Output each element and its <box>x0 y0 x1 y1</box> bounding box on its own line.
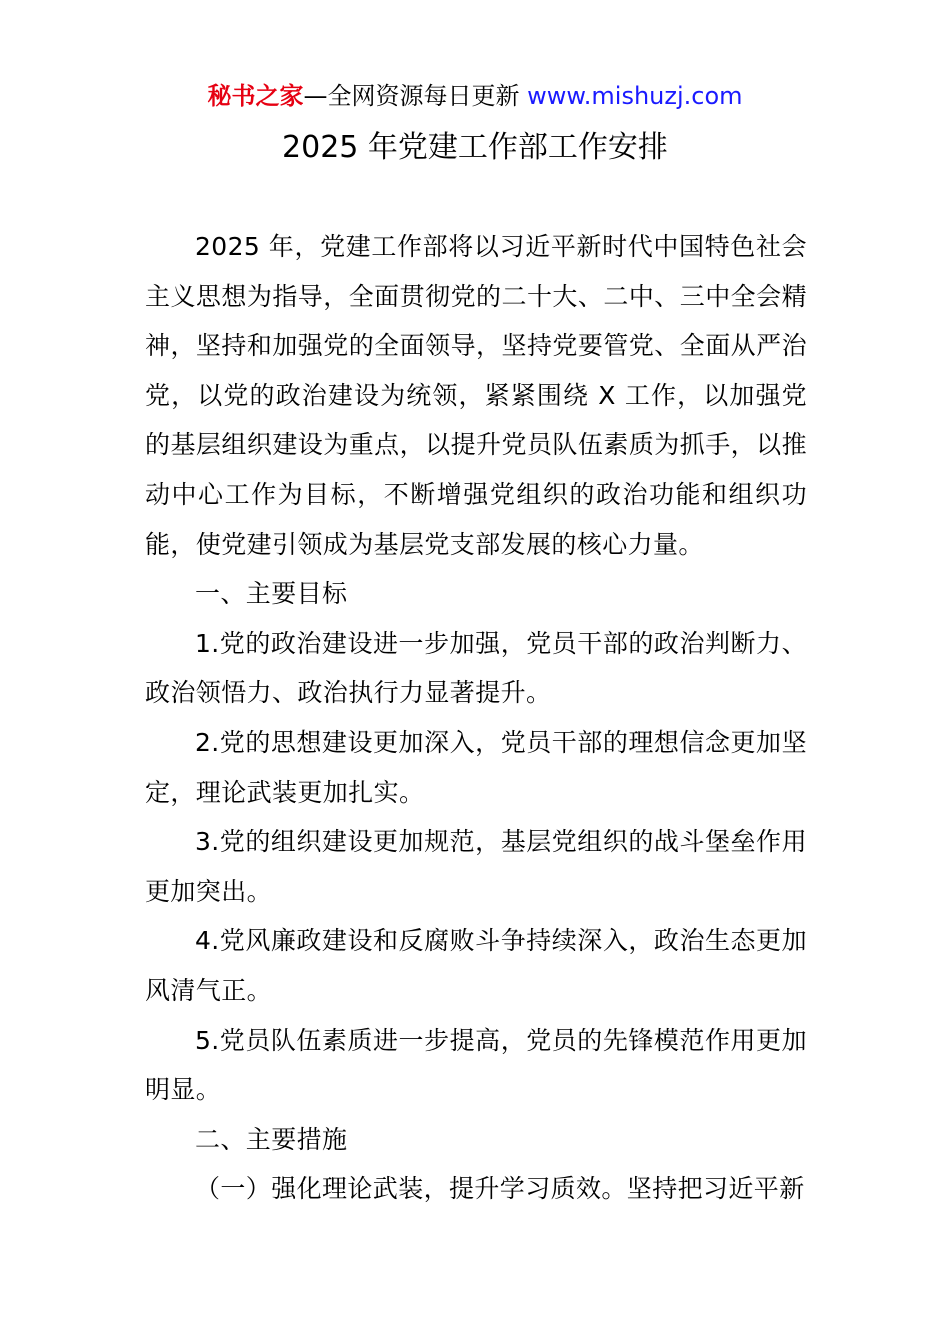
goal-item: 3.党的组织建设更加规范，基层党组织的战斗堡垒作用更加突出。 <box>145 827 807 906</box>
document-body <box>145 222 807 1214</box>
goal-item: 4.党风廉政建设和反腐败斗争持续深入，政治生态更加风清气正。 <box>145 926 807 1005</box>
intro-paragraph: 2025 年，党建工作部将以习近平新时代中国特色社会主义思想为指导，全面贯彻党的二十大、二中、三中全会精神，坚持和加强党的全面领导，坚持党要管党、全面从严治党，以党的政治建设为统领，紧紧围绕 X 工作，以加强党的基层组织建设为重点，以提升党员队伍素质为抓手，以推动中心工作为目标，不断增强党组织的政治功能和组织功能，使党建引领成为基层党支部发展的核心力量。 <box>145 232 807 559</box>
section-heading-measures: 二、主要措施 <box>195 1124 348 1154</box>
goal-item: 2.党的思想建设更加深入，党员干部的理想信念更加坚定，理论武装更加扎实。 <box>145 727 807 807</box>
watermark-header <box>0 80 950 112</box>
site-url-link[interactable]: www.mishuzj.com <box>527 82 743 110</box>
goal-item: 5.党员队伍素质进一步提高，党员的先锋模范作用更加明显。 <box>145 1025 807 1105</box>
document-title: 2025 年党建工作部工作安排 <box>282 130 668 165</box>
brand-tagline: —全网资源每日更新 <box>303 82 528 110</box>
measure-paragraph: （一）强化理论武装，提升学习质效。坚持把习近平新 <box>195 1174 805 1204</box>
brand-name: 秘书之家 <box>207 82 304 110</box>
section-heading-goals: 一、主要目标 <box>195 579 348 609</box>
goal-item: 1.党的政治建设进一步加强，党员干部的政治判断力、政治领悟力、政治执行力显著提升。 <box>145 628 807 708</box>
